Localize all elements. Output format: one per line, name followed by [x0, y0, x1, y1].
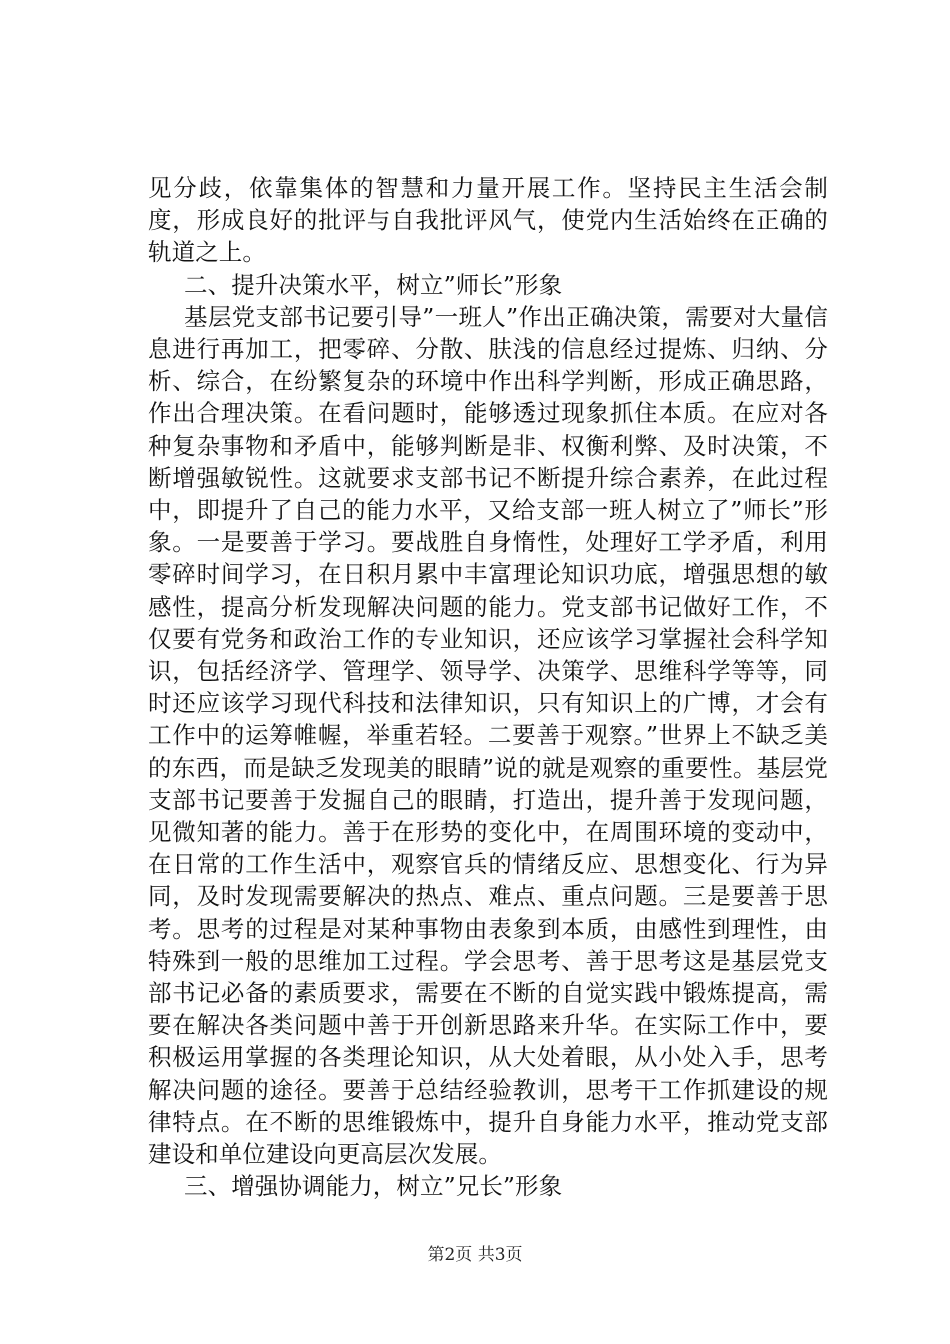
paragraph-decision-making: 基层党支部书记要引导”一班人”作出正确决策，需要对大量信息进行再加工，把零碎、分散、肤浅的信息经过提炼、归纳、分析、综合，在纷繁复杂的环境中作出科学判断，形成正确思路，作出合理决策。在看问题时，能够透过现象抓住本质。在应对各种复杂事物和矛盾中，能够判断是非、权衡利弊、及时决策，不断增强敏锐性。这就要求支部书记不断提升综合素养，在此过程中，即提升了自己的能力水平，又给支部一班人树立了”师长”形象。一是要善于学习。要战胜自身惰性，处理好工学矛盾，利用零碎时间学习，在日积月累中丰富理论知识功底，增强思想的敏感性，提高分析发现解决问题的能力。党支部书记做好工作，不仅要有党务和政治工作的专业知识，还应该学习掌握社会科学知识，包括经济学、管理学、领导学、决策学、思维科学等等，同时还应该学习现代科技和法律知识，只有知识上的广博，才会有工作中的运筹帷幄，举重若轻。二要善于观察。”世界上不缺乏美的东西，而是缺乏发现美的眼睛”说的就是观察的重要性。基层党支部书记要善于发掘自己的眼睛，打造出，提升善于发现问题，见微知著的能力。善于在形势的变化中，在周围环境的变动中，在日常的工作生活中，观察官兵的情绪反应、思想变化、行为异同，及时发现需要解决的热点、难点、重点问题。三是要善于思考。思考的过程是对某种事物由表象到本质，由感性到理性，由特殊到一般的思维加工过程。学会思考、善于思考这是基层党支部书记必备的素质要求，需要在不断的自觉实践中锻炼提高，需要在解决各类问题中善于开创新思路来升华。在实际工作中，要积极运用掌握的各类理论知识，从大处着眼，从小处入手，思考解决问题的途径。要善于总结经验教训，思考干工作抓建设的规律特点。在不断的思维锻炼中，提升自身能力水平，推动党支部建设和单位建设向更高层次发展。	[148, 302, 828, 1169]
paragraph-continuation: 见分歧，依靠集体的智慧和力量开展工作。坚持民主生活会制度，形成良好的批评与自我批评风气，使党内生活始终在正确的轨道之上。	[148, 174, 828, 267]
page-number-footer: 第2页 共3页	[427, 1245, 523, 1265]
section-heading-3: 三、增强协调能力，树立”兄长”形象	[184, 1172, 563, 1201]
document-body	[148, 172, 828, 1203]
section-heading-2: 二、提升决策水平，树立”师长”形象	[184, 270, 563, 299]
